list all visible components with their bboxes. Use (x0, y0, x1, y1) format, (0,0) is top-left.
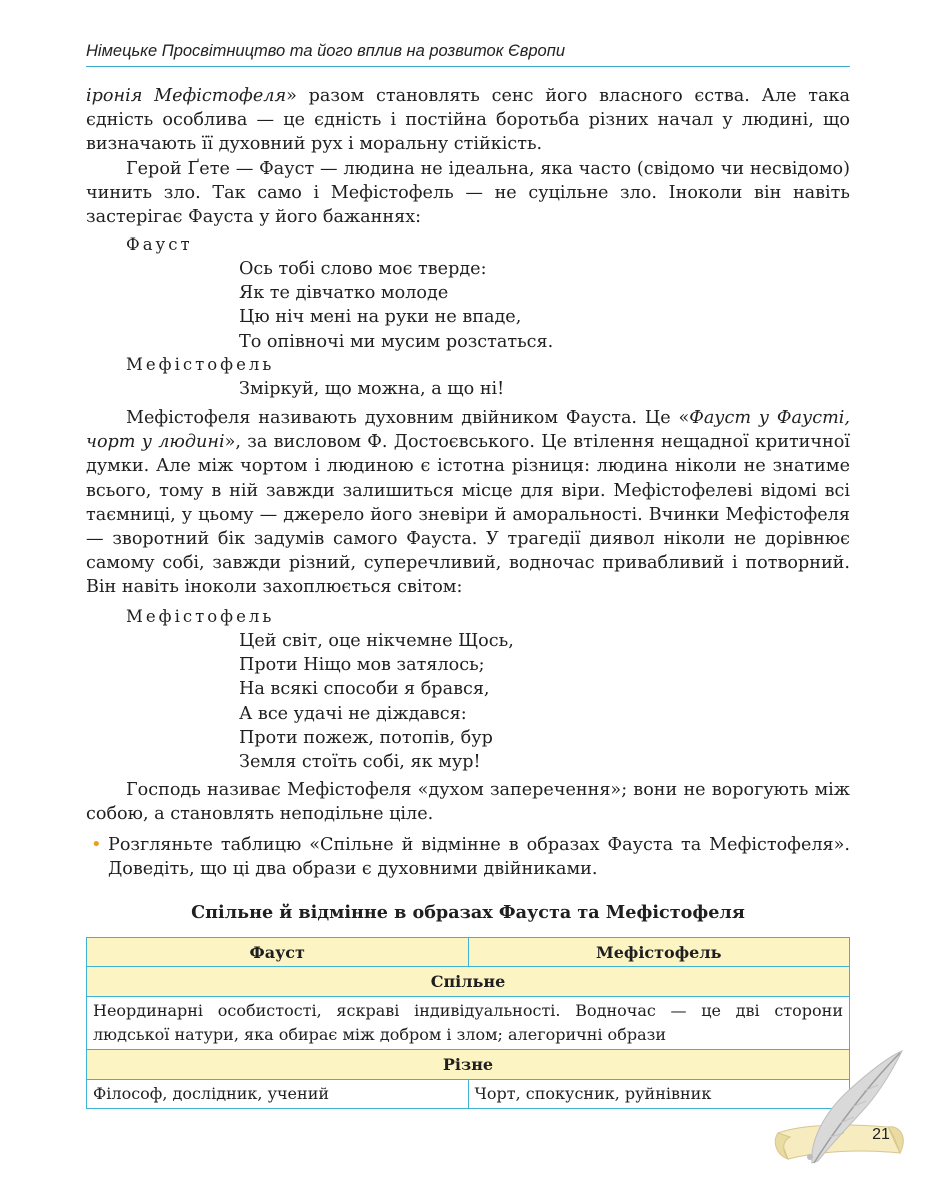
verse-mephistopheles-2 (239, 629, 514, 774)
section-different: Різне (87, 1050, 850, 1080)
verse-line: Як те дівчатко молоде (239, 283, 449, 304)
column-header-faust: Фауст (87, 938, 469, 967)
running-head-title: Німецьке Просвітництво та його вплив на розвиток Європи (86, 42, 850, 67)
task-text: Розгляньте таблицю «Спільне й відмінне в образах Фауста та Мефістофеля». Доведіть, що ці два образи є духовними двійниками. (108, 835, 850, 880)
paragraph-1 (86, 84, 850, 157)
paragraph-3-pre: Мефістофеля називають духовним двійником Фауста. Це « (126, 408, 690, 428)
bullet-icon: • (91, 834, 102, 855)
diff-cell-mephistopheles: Чорт, спокусник, руйнівник (468, 1080, 850, 1109)
common-cell: Неординарні особистості, яскраві індивідуальності. Водночас — це дві сторони людської натури, яка обирає між добром і злом; алегоричні образи (87, 997, 850, 1050)
paragraph-3-post: », за висловом Ф. Достоєвського. Це втілення нещадної критичної думки. Але між чортом і людиною є істотна різниця: людина ніколи не знатиме всього, тому в ній завжди залишиться місце для віри. Мефістофелеві відомі всі таємниці, у цьому — джерело його зневіри й аморальності. Вчинки Мефістофеля — зворотний бік задумів самого Фауста. У трагедії диявол ніколи не дорівнює самому собі, завжди різний, суперечливий, водночас привабливий і потворний. Він навіть іноколи захоплюється світом: (86, 432, 850, 598)
quill-scroll-icon (770, 1045, 920, 1170)
table-section-row (87, 967, 850, 997)
speaker-mephistopheles-2: Мефістофель (126, 607, 275, 626)
paragraph-3-italic-quote: Фауст у Фаусті, чорт у людині (86, 408, 850, 453)
verse-line: А все удачі не діждався: (239, 703, 467, 724)
verse-line: Земля стоїть собі, як мур! (239, 752, 481, 773)
verse-line: На всякі способи я брався, (239, 679, 490, 700)
verse-faust (239, 257, 553, 354)
verse-line: Цей світ, оце нікчемне Щось, (239, 631, 514, 651)
paragraph-2-text: Герой Ґете — Фауст — людина не ідеальна, яка часто (свідомо чи несвідомо) чинить зло. Так само і Мефістофель — не суцільне зло. Іноколи він навіть застерігає Фауста у його бажаннях: (86, 159, 850, 228)
page-number: 21 (872, 1126, 890, 1143)
column-header-mephistopheles: Мефістофель (468, 938, 850, 967)
comparison-table (86, 937, 850, 1109)
verse-line: Зміркуй, що можна, а що ні! (239, 379, 505, 399)
task-paragraph (91, 833, 850, 881)
verse-mephistopheles (239, 377, 504, 401)
verse-line: То опівночі ми мусим розстаться. (239, 331, 554, 352)
paragraph-1-italic: іронія Мефістофеля (86, 86, 287, 106)
diff-cell-faust: Філософ, дослідник, учений (87, 1080, 469, 1109)
table-section-row (87, 1050, 850, 1080)
verse-line: Цю ніч мені на руки не впаде, (239, 307, 522, 328)
paragraph-3 (86, 406, 850, 600)
table-row (87, 1080, 850, 1109)
verse-line: Ось тобі слово моє тверде: (239, 259, 487, 279)
table-title: Спільне й відмінне в образах Фауста та Мефістофеля (191, 902, 745, 923)
table-header-row (87, 938, 850, 967)
paragraph-2 (86, 157, 850, 230)
section-common: Спільне (87, 967, 850, 997)
speaker-faust: Фауст (126, 235, 193, 254)
table-row (87, 997, 850, 1050)
verse-line: Проти пожеж, потопів, бур (239, 727, 493, 748)
paragraph-4 (86, 778, 850, 826)
paragraph-1-text: » разом становлять сенс його власного єства. Але така єдність особлива — це єдність і постійна боротьба різних начал у людині, що визначають її духовний рух і моральну стійкість. (86, 86, 850, 155)
speaker-mephistopheles: Мефістофель (126, 355, 275, 374)
verse-line: Проти Ніщо мов затялось; (239, 655, 485, 676)
paragraph-4-text: Господь називає Мефістофеля «духом заперечення»; вони не ворогують між собою, а становлять неподільне ціле. (86, 780, 850, 825)
paragraph-3-text (86, 406, 850, 600)
